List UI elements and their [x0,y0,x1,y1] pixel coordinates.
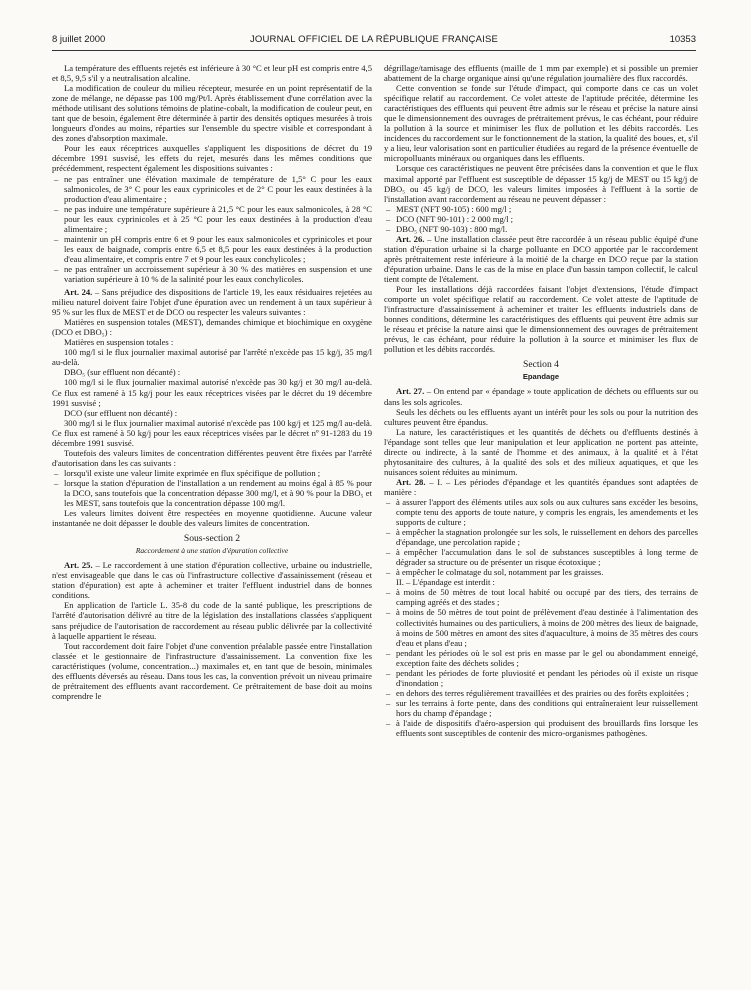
subsection-title: Sous-section 2 [183,533,241,545]
article-text: – I. – Les périodes d'épandage et les quantités épandues sont adaptées de manière : [384,476,698,497]
list-item: – à assurer l'apport des éléments utiles aux sols ou aux cultures sans excéder les besoins, compte tenu des apports de toute nature, y compris les engrais, les amendements et les supports de culture ; [384,497,698,527]
list-item: – maintenir un pH compris entre 6 et 9 pour les eaux salmonicoles et cyprinicoles et pour les eaux de baignade, compris entre 6,5 et 8,5 pour les eaux destinées à la production d'eau alimentaire, et compris entre 7 et 9 pour les eaux conchylicoles ; [52,234,372,264]
paragraph: Tout raccordement doit faire l'objet d'une convention préalable passée entre l'installation classée et le gestionnaire de l'infrastructure d'assainissement. La convention fixe les caractéristiques (volume, concentration...) maximales et, en tant que de besoin, minimales des effluents déversés au réseau. Dans tous les cas, la convention prévoit un niveau primaire de prétraitement des effluents avant raccordement. Ce prétraitement de base doit au moins comprendre le [52,640,372,701]
article-text: – Sans préjudice des dispositions de l'article 19, les eaux résiduaires rejetées au milieu naturel doivent faire l'objet d'une épuration avec un rendement à un taux supérieur à 95 % sur les flux de MEST et de DCO ou respecter les valeurs suivantes : [52,287,373,318]
article-text: – On entend par « épandage » toute application de déchets ou effluents sur ou dans les sols agricoles. [384,386,699,407]
list-item: – lorsqu'il existe une valeur limite exprimée en flux spécifique de pollution ; [52,468,372,478]
right-column [384,63,698,738]
list-item: – ne pas entraîner une élévation maximale de température de 1,5° C pour les eaux salmonicoles, de 3° C pour les eaux cyprinicoles et de 2° C pour les eaux destinées à la production d'eau alimentaire ; [52,174,372,204]
article-27 [384,386,698,406]
list-item: – à moins de 50 mètres de tout point de prélèvement d'eau destinée à l'alimentation des collectivités humaines ou des particuliers, à moins de 200 mètres des lieux de baignade, à moins de 500 mètres en amont des sites d'aquaculture, à moins de 35 mètres des cours d'eau et plans d'eau ; [384,607,698,647]
paragraph: 100 mg/l si le flux journalier maximal autorisé par l'arrêté n'excède pas 15 kg/j, 35 mg/l au-delà. [52,347,372,368]
list-item: – DCO (NFT 90-101) : 2 000 mg/l ; [384,214,698,224]
list-item: – à empêcher l'accumulation dans le sol de substances susceptibles à long terme de dégrader sa structure ou de présenter un risque écotoxique ; [384,547,698,567]
list-item: – DBO₅ (NFT 90-103) : 800 mg/l. [384,224,698,234]
paragraph: Les valeurs limites doivent être respectées en moyenne quotidienne. Aucune valeur instantanée ne doit dépasser le double des valeurs limites de concentration. [52,508,372,529]
header-journal-title: JOURNAL OFFICIEL DE LA RÉPUBLIQUE FRANÇAISE [249,34,499,45]
article-label: Art. 28. [396,476,426,487]
section-subtitle: Epandage [522,372,560,382]
paragraph: 100 mg/l si le flux journalier maximal autorisé n'excède pas 30 kg/j et 30 mg/l au-delà. Ce flux est ramené à 15 kg/j pour les eaux réceptrices visées par le décret du 19 décembre 1991 susvisé ; [52,377,372,408]
paragraph: La modification de couleur du milieu récepteur, mesurée en un point représentatif de la zone de mélange, ne dépasse pas 100 mg/Pt/l. Après établissement d'une corrélation avec la méthode utilisant des solutions témoins de platine-cobalt, la modification de couleur peut, en tant que de besoin, également être déterminée à partir des densités optiques mesurées à trois longueurs d'ondes au moins, réparties sur l'ensemble du spectre visible et correspondant à des zones d'absorption maximale. [52,83,372,144]
paragraph: Toutefois des valeurs limites de concentration différentes peuvent être fixées par l'arrêté d'autorisation dans les cas suivants : [52,447,372,468]
header-rule [52,50,696,51]
list [52,174,372,285]
list-item: – sur les terrains à forte pente, dans des conditions qui entraîneraient leur ruissellement hors du champ d'épandage ; [384,698,698,718]
subsection-subtitle: Raccordement à une station d'épuration collective [135,546,289,556]
list-item: – pendant les périodes où le sol est pris en masse par le gel ou abondamment enneigé, exception faite des déchets solides ; [384,648,698,668]
list [52,468,372,508]
paragraph: Seuls les déchets ou les effluents ayant un intérêt pour les sols ou pour la nutrition des cultures peuvent être épandus. [384,406,698,427]
paragraph: 300 mg/l si le flux journalier maximal autorisé n'excède pas 100 kg/j et 125 mg/l au-delà. Ce flux est ramené à 50 kg/j pour les eaux réceptrices visées par le décret nº 91-1283 du 19 décembre 1991 susvisé. [52,417,372,448]
list-item: – pendant les périodes de forte pluviosité et pendant les périodes où il existe un risque d'inondation ; [384,668,698,688]
section-title: Section 4 [523,359,559,371]
paragraph: Lorsque ces caractéristiques ne peuvent être précisées dans la convention et que le flux maximal apporté par l'effluent est susceptible de dépasser 15 kg/j de MEST ou 15 kg/j de DBO₅ ou 45 kg/j de DCO, les valeurs limites imposées à l'effluent à la sortie de l'installation avant raccordement au réseau ne peuvent dépasser : [384,163,698,204]
list-item: – à empêcher la stagnation prolongée sur les sols, le ruissellement en dehors des parcelles d'épandage, une percolation rapide ; [384,527,698,547]
paragraph: La nature, les caractéristiques et les quantités de déchets ou d'effluents destinés à l'épandage sont telles que leur manipulation et leur application ne portent pas atteinte, directe ou indirecte, à la santé de l'homme et des animaux, à la qualité et à l'état phytosanitaire des cultures, à la qualité des sols et des milieux aquatiques, et que les nuisances soient réduites au minimum. [384,426,698,477]
article-label: Art. 27. [396,386,425,397]
header-date: 8 juillet 2000 [52,34,106,45]
article-24 [52,287,372,317]
list-item: – ne pas induire une température supérieure à 21,5 °C pour les eaux salmonicoles, à 28 °C pour les eaux cyprinicoles et à 25 °C pour les eaux destinées à la production d'eau alimentaire ; [52,204,372,234]
list-item: – à moins de 50 mètres de tout local habité ou occupé par des tiers, des terrains de camping agréés et des stades ; [384,587,698,607]
paragraph: II. – L'épandage est interdit : [396,577,495,588]
paragraph: Pour les installations déjà raccordées faisant l'objet d'extensions, l'étude d'impact comporte un volet spécifique relatif au raccordement. Ce volet atteste de l'aptitude de l'infrastructure d'assainissement à acheminer et traiter les effluents industriels dans de bonnes conditions, détermine les caractéristiques des effluents qui peuvent être admis sur le réseau et précise la nature ainsi que le dimensionnement des ouvrages de prétraitement prévus, le cas échéant, pour réduire la pollution à la source et minimiser les flux de pollution et les débits raccordés. [384,284,698,355]
paragraph: Matières en suspension totales (MEST), demandes chimique et biochimique en oxygène (DCO et DBO₅) : [52,317,372,338]
list-item: – à empêcher le colmatage du sol, notamment par les graisses. [384,567,698,577]
left-column [52,63,372,701]
list-item: – en dehors des terres régulièrement travaillées et des prairies ou des forêts exploitées ; [384,688,698,698]
paragraph: dégrillage/tamisage des effluents (maille de 1 mm par exemple) et si possible un premier abattement de la charge organique ainsi qu'une régulation journalière des flux raccordés. [384,63,698,84]
list [384,497,698,577]
paragraph: En application de l'article L. 35-8 du code de la santé publique, les prescriptions de l'arrêté d'autorisation délivré au titre de la législation des installations classées s'appliquent sans préjudice de l'autorisation de raccordement au réseau public délivrée par la collectivité à laquelle appartient le réseau. [52,600,372,641]
list [384,587,698,738]
article-label: Art. 25. [64,560,93,571]
list-item: – lorsque la station d'épuration de l'installation a un rendement au moins égal à 85 % pour la DCO, sans toutefois que la concentration dépasse 300 mg/l, et à 90 % pour la DBO₅ et les MEST, sans toutefois que la concentration dépasse 100 mg/l. [52,478,372,508]
paragraph: Pour les eaux réceptrices auxquelles s'appliquent les dispositions de décret du 19 décembre 1991 susvisé, les effets du rejet, mesurés dans les mêmes conditions que précédemment, respectent également les dispositions suivantes : [52,143,372,174]
list-item: – ne pas entraîner un accroissement supérieur à 30 % des matières en suspension et une variation supérieure à 10 % de la salinité pour les eaux conchylicoles. [52,264,372,284]
header-page-number: 10353 [669,34,696,45]
paragraph: DBO₅ (sur effluent non décanté) : [64,367,181,378]
article-25 [52,560,372,600]
page-header [52,34,696,48]
paragraph: La température des effluents rejetés est inférieure à 30 °C et leur pH est compris entre 4,5 et 8,5, 9,5 s'il y a neutralisation alcaline. [52,63,372,84]
list-item: – MEST (NFT 90-105) : 600 mg/l ; [384,204,698,214]
article-28 [384,477,698,497]
paragraph: Matières en suspension totales : [64,337,174,348]
article-label: Art. 24. [64,287,93,298]
paragraph: Cette convention se fonde sur l'étude d'impact, qui comporte dans ce cas un volet spécifique relatif au raccordement. Ce volet atteste de l'aptitude précitée, détermine les caractéristiques des effluents qui peuvent être admis sur le réseau et précise la nature ainsi que le dimensionnement des ouvrages de prétraitement prévus, le cas échéant, pour réduire la pollution à la source et minimiser les flux de pollution et les débits raccordés. Les incidences du raccordement sur le fonctionnement de la station, la qualité des boues, et, s'il y a lieu, leur valorisation sont en particulier étudiées au regard de la présence éventuelle de micropolluants minéraux ou organiques dans les effluents. [384,83,698,164]
list [384,204,698,234]
article-label: Art. 26. [396,233,425,244]
article-text: – Une installation classée peut être raccordée à un réseau public équipé d'une station d'épuration urbaine si la charge polluante en DCO apportée par le raccordement après prétraitement reste inférieure à la moitié de la charge en DCO reçue par la station d'épuration urbaine. Dans le cas de la mise en place d'un bassin tampon collectif, le calcul tient compte de l'étalement. [384,233,699,284]
article-text: – Le raccordement à une station d'épuration collective, urbaine ou industrielle, n'est envisageable que dans le cas où l'infrastructure collective d'assainissement (réseau et station d'épuration) est apte à acheminer et traiter l'effluent industriel dans de bonnes conditions. [52,560,372,601]
list-item: – à l'aide de dispositifs d'aéro-aspersion qui produisent des brouillards fins lorsque les effluents sont susceptibles de contenir des micro-organismes pathogènes. [384,718,698,738]
article-26 [384,234,698,284]
paragraph: DCO (sur effluent non décanté) : [64,407,178,418]
